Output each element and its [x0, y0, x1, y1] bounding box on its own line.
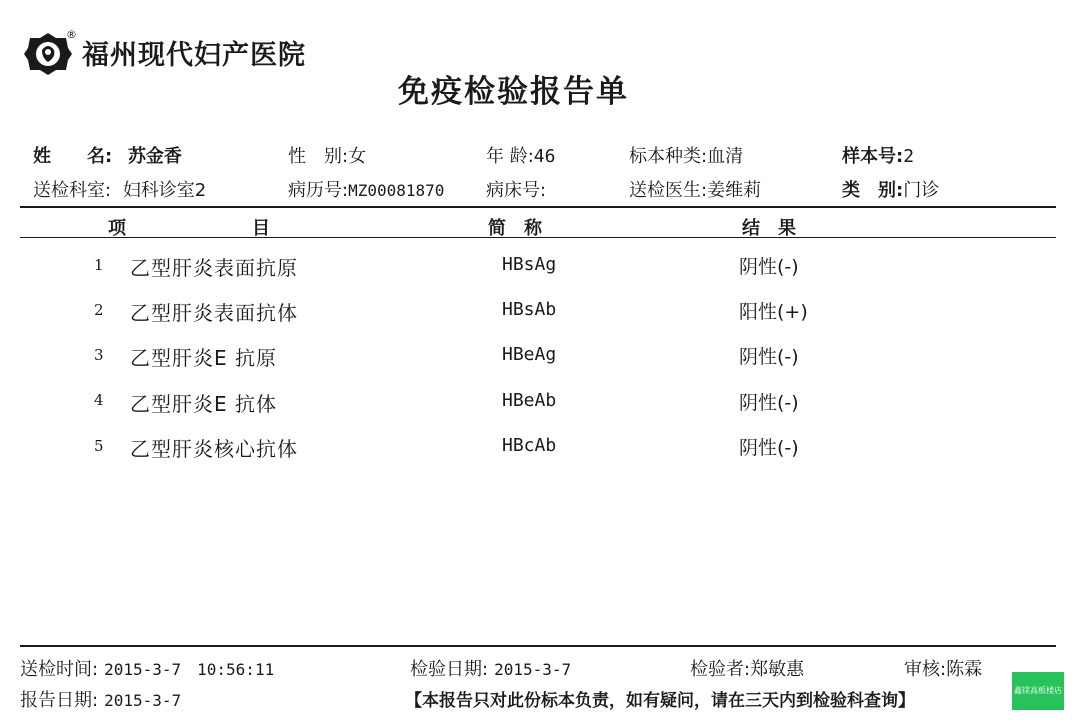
row-number: 2 [94, 301, 104, 319]
patient-name-field [33, 142, 182, 168]
doctor-label: 送检医生: [629, 180, 708, 201]
column-header-item-2: 目 [252, 218, 270, 239]
reviewer-value: 陈霖 [946, 659, 983, 680]
patient-age-label: 年 龄: [486, 146, 534, 167]
row-abbreviation: HBsAg [502, 254, 557, 275]
row-abbreviation: HBcAb [502, 435, 557, 456]
category-field [842, 176, 939, 202]
row-item-name: 乙型肝炎表面抗原 [130, 256, 298, 280]
sample-no-value: 2 [903, 146, 915, 167]
report-disclaimer: 【本报告只对此份标本负责，如有疑问，请在三天内到检验科查询】 [405, 691, 915, 711]
bed-field [486, 176, 546, 202]
dept-label: 送检科室: [33, 180, 112, 201]
record-no-value: MZ00081870 [348, 181, 445, 200]
specimen-type-field [629, 142, 743, 168]
row-item-name: 乙型肝炎E 抗体 [130, 392, 277, 416]
patient-name-label: 姓 名: [33, 146, 113, 167]
sent-time-label: 送检时间: [20, 659, 99, 680]
tester-value: 郑敏惠 [750, 659, 805, 680]
bed-label: 病床号: [486, 180, 547, 201]
row-abbreviation: HBeAb [502, 390, 557, 411]
patient-sex-value: 女 [348, 146, 367, 167]
hospital-name: 福州现代妇产医院 [82, 40, 306, 71]
tester-label: 检验者: [690, 659, 751, 680]
report-title: 免疫检验报告单 [398, 74, 629, 110]
specimen-type-label: 标本种类: [629, 146, 708, 167]
test-date-label: 检验日期: [410, 659, 489, 680]
column-header-item-1: 项 [108, 218, 126, 239]
dept-field [33, 176, 206, 202]
record-no-field [288, 176, 444, 202]
sent-time-field [20, 655, 274, 681]
patient-name-value: 苏金香 [127, 146, 182, 167]
row-number: 1 [94, 256, 104, 274]
doctor-value: 姜维莉 [707, 180, 762, 201]
sample-no-field [842, 142, 914, 168]
patient-sex-field [288, 142, 366, 168]
row-result: 阴性(-) [739, 437, 799, 459]
row-number: 4 [94, 391, 104, 409]
column-header-abbr: 简 称 [488, 218, 542, 239]
row-abbreviation: HBeAg [502, 344, 557, 365]
row-abbreviation: HBsAb [502, 299, 557, 320]
specimen-type-value: 血清 [707, 146, 744, 167]
column-header-result: 结 果 [742, 218, 796, 239]
row-item-name: 乙型肝炎核心抗体 [130, 437, 298, 461]
row-item-name: 乙型肝炎表面抗体 [130, 301, 298, 325]
patient-sex-label: 性 别: [288, 146, 349, 167]
patient-age-value: 46 [533, 146, 556, 167]
report-date-label: 报告日期: [20, 690, 99, 711]
row-result: 阳性(+) [739, 301, 808, 323]
row-result: 阴性(-) [739, 256, 799, 278]
sent-time-value: 2015-3-7 10:56:11 [104, 660, 275, 679]
reviewer-field [904, 655, 982, 681]
watermark-badge: 鑫镁高板楼店 [1012, 672, 1064, 710]
row-result: 阴性(-) [739, 392, 799, 414]
table-bottom-rule [20, 645, 1056, 647]
registered-mark: ® [66, 28, 77, 41]
row-number: 5 [94, 437, 104, 455]
row-number: 3 [94, 346, 104, 364]
dept-value: 妇科诊室2 [122, 180, 207, 201]
tester-field [690, 655, 804, 681]
report-date-value: 2015-3-7 [104, 691, 182, 710]
reviewer-label: 审核: [904, 659, 947, 680]
row-item-name: 乙型肝炎E 抗原 [130, 346, 277, 370]
record-no-label: 病历号: [288, 180, 349, 201]
category-value: 门诊 [903, 180, 940, 201]
patient-age-field [486, 142, 555, 168]
table-top-rule [20, 206, 1056, 208]
row-result: 阴性(-) [739, 346, 799, 368]
report-date-field [20, 686, 181, 712]
test-date-field [410, 655, 571, 681]
doctor-field [629, 176, 761, 202]
category-label: 类 别: [842, 180, 904, 201]
test-date-value: 2015-3-7 [494, 660, 572, 679]
sample-no-label: 样本号: [842, 146, 904, 167]
